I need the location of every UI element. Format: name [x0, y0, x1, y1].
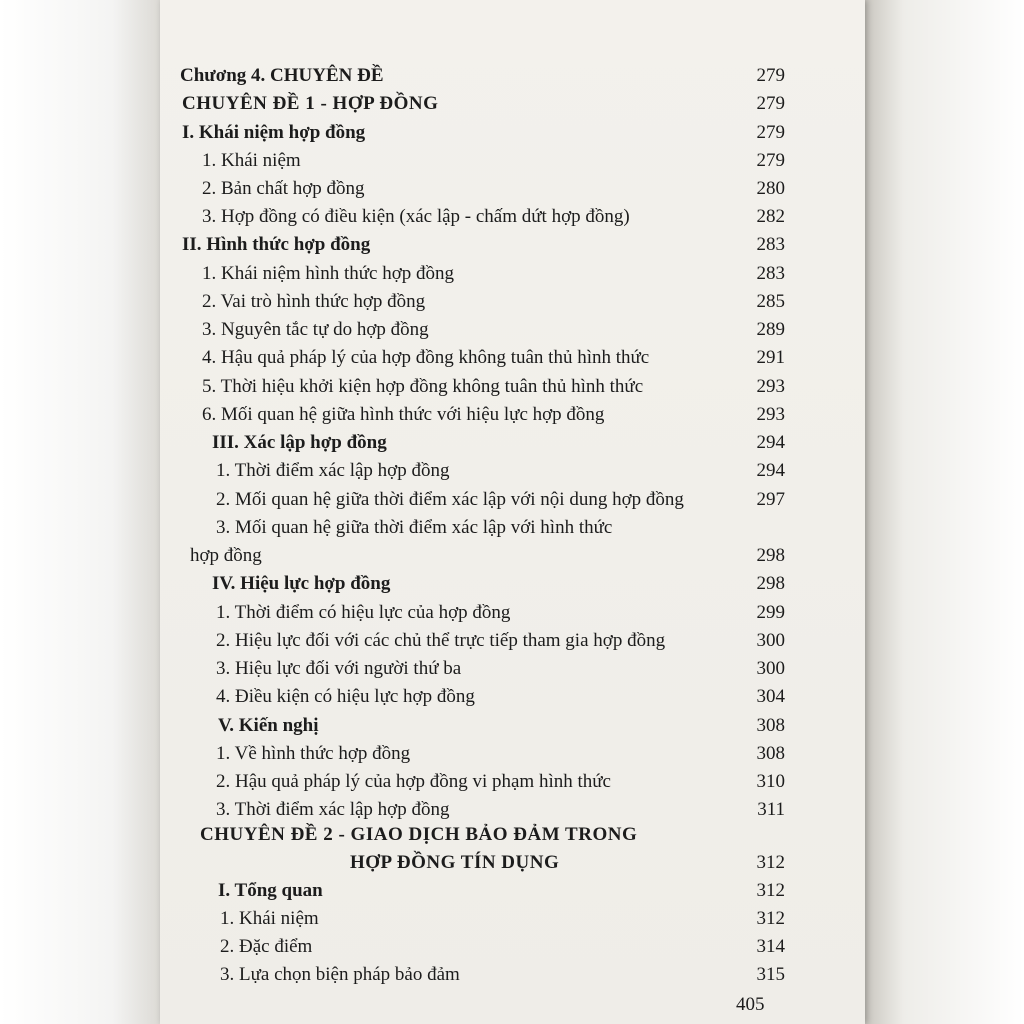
toc-entry-page: 312: [756, 908, 785, 929]
toc-entry-page: 291: [756, 347, 785, 368]
toc-entry-title: 2. Hậu quả pháp lý của hợp đồng vi phạm hình thức: [216, 771, 611, 792]
toc-entry-topic-2-continued: [160, 849, 865, 877]
toc-entry-page: 279: [756, 93, 785, 114]
toc-entry-page: 314: [756, 936, 785, 957]
toc-entry-title: I. Tổng quan: [218, 880, 323, 901]
toc-entry-page: 308: [756, 715, 785, 736]
toc-entry-page: 298: [756, 545, 785, 566]
toc-entry-item: [160, 147, 865, 175]
background-right: [864, 0, 1024, 1024]
toc-entry-title: 3. Thời điểm xác lập hợp đồng: [216, 799, 450, 820]
toc-entry-page: 280: [756, 178, 785, 199]
toc-entry-item: [160, 486, 865, 514]
toc-entry-page: 282: [756, 206, 785, 227]
toc-entry-item: [160, 203, 865, 231]
toc-entry-title: IV. Hiệu lực hợp đồng: [212, 573, 391, 594]
toc-entry-topic-2: [160, 821, 865, 849]
toc-entry-item: [160, 796, 865, 824]
toc-entry-item: [160, 344, 865, 372]
toc-entry-page: 285: [756, 291, 785, 312]
toc-entry-page: 294: [756, 460, 785, 481]
toc-entry-page: 312: [756, 852, 785, 873]
toc-entry-title: 3. Nguyên tắc tự do hợp đồng: [202, 319, 429, 340]
toc-entry-page: 299: [756, 602, 785, 623]
toc-entry-page: 283: [756, 263, 785, 284]
toc-entry-title: 2. Hiệu lực đối với các chủ thể trực tiếp tham gia hợp đồng: [216, 630, 666, 651]
toc-entry-title: 3. Lựa chọn biện pháp bảo đảm: [220, 964, 460, 985]
toc-entry-section: [160, 877, 865, 905]
toc-entry-title: CHUYÊN ĐỀ 1 - HỢP ĐỒNG: [182, 93, 439, 114]
toc-entry-item-continued: [160, 542, 865, 570]
toc-entry-title: 2. Đặc điểm: [220, 936, 313, 957]
toc-entry-page: 312: [756, 880, 785, 901]
toc-entry-title: 1. Thời điểm có hiệu lực của hợp đồng: [216, 602, 511, 623]
toc-entry-page: 279: [756, 65, 785, 86]
toc-entry-page: 279: [756, 122, 785, 143]
toc-entry-section: [160, 570, 865, 598]
toc-entry-item: [160, 768, 865, 796]
toc-entry-item: [160, 683, 865, 711]
toc-entry-page: 311: [757, 799, 785, 820]
toc-entry-item: [160, 373, 865, 401]
toc-entry-title: 1. Thời điểm xác lập hợp đồng: [216, 460, 450, 481]
toc-entry-item: [160, 655, 865, 683]
toc-entry-page: 308: [756, 743, 785, 764]
toc-entry-title: II. Hình thức hợp đồng: [182, 234, 371, 255]
toc-entry-item: [160, 933, 865, 961]
toc-entry-title: 6. Mối quan hệ giữa hình thức với hiệu lực hợp đồng: [202, 404, 605, 425]
toc-entry-item: [160, 457, 865, 485]
toc-entry-title: 1. Khái niệm hình thức hợp đồng: [202, 263, 455, 284]
toc-entry-item: [160, 905, 865, 933]
toc-entry-item: [160, 175, 865, 203]
toc-entry-page: 279: [756, 150, 785, 171]
toc-entry-title: 3. Hiệu lực đối với người thứ ba: [216, 658, 462, 679]
toc-entry-page: 297: [756, 489, 785, 510]
toc-entry-title: 5. Thời hiệu khởi kiện hợp đồng không tuân thủ hình thức: [202, 376, 644, 397]
toc-entry-item: [160, 514, 865, 542]
toc-entry-title: 4. Điều kiện có hiệu lực hợp đồng: [216, 686, 475, 707]
toc-entry-page: 298: [756, 573, 785, 594]
toc-entry-title: 1. Về hình thức hợp đồng: [216, 743, 411, 764]
toc-entry-title: III. Xác lập hợp đồng: [212, 432, 387, 453]
page-number: 405: [736, 994, 765, 1015]
toc-entry-page: 310: [756, 771, 785, 792]
toc-entry-title: HỢP ĐỒNG TÍN DỤNG: [350, 852, 560, 873]
toc-entry-section: [160, 231, 865, 259]
toc-entry-page: 300: [756, 658, 785, 679]
toc-entry-section: [160, 429, 865, 457]
toc-entry-item: [160, 961, 865, 989]
toc-entry-topic-1: [160, 90, 865, 118]
toc-entry-page: 300: [756, 630, 785, 651]
book-page: [160, 0, 865, 1024]
toc-entry-item: [160, 288, 865, 316]
toc-entry-title: 1. Khái niệm: [220, 908, 319, 929]
background-left: [0, 0, 160, 1024]
toc-entry-page: 293: [756, 404, 785, 425]
toc-entry-item: [160, 401, 865, 429]
toc-entry-title: 3. Hợp đồng có điều kiện (xác lập - chấm dứt hợp đồng): [202, 206, 630, 227]
toc-entry-title: Chương 4. CHUYÊN ĐỀ: [180, 65, 384, 86]
toc-entry-page: 283: [756, 234, 785, 255]
toc-entry-item: [160, 627, 865, 655]
toc-entry-item: [160, 599, 865, 627]
toc-entry-item: [160, 316, 865, 344]
toc-entry-title: 4. Hậu quả pháp lý của hợp đồng không tuân thủ hình thức: [202, 347, 650, 368]
toc-entry-page: 289: [756, 319, 785, 340]
toc-entry-section: [160, 119, 865, 147]
toc-entry-chapter-4: [160, 62, 865, 90]
toc-entry-title: CHUYÊN ĐỀ 2 - GIAO DỊCH BẢO ĐẢM TRONG: [200, 824, 638, 845]
toc-entry-title: V. Kiến nghị: [218, 715, 319, 736]
toc-entry-item: [160, 740, 865, 768]
toc-entry-title: 1. Khái niệm: [202, 150, 301, 171]
toc-entry-title: 2. Mối quan hệ giữa thời điểm xác lập với nội dung hợp đồng: [216, 489, 684, 510]
toc-entry-title: 2. Bản chất hợp đồng: [202, 178, 365, 199]
toc-entry-page: 315: [756, 964, 785, 985]
toc-entry-section: [160, 712, 865, 740]
toc-entry-page: 293: [756, 376, 785, 397]
toc-entry-title: 2. Vai trò hình thức hợp đồng: [202, 291, 426, 312]
toc-entry-page: 304: [756, 686, 785, 707]
toc-entry-title: 3. Mối quan hệ giữa thời điểm xác lập với hình thức: [216, 517, 613, 538]
toc-entry-item: [160, 260, 865, 288]
toc-entry-title: hợp đồng: [190, 545, 262, 566]
toc-entry-title: I. Khái niệm hợp đồng: [182, 122, 366, 143]
toc-entry-page: 294: [756, 432, 785, 453]
